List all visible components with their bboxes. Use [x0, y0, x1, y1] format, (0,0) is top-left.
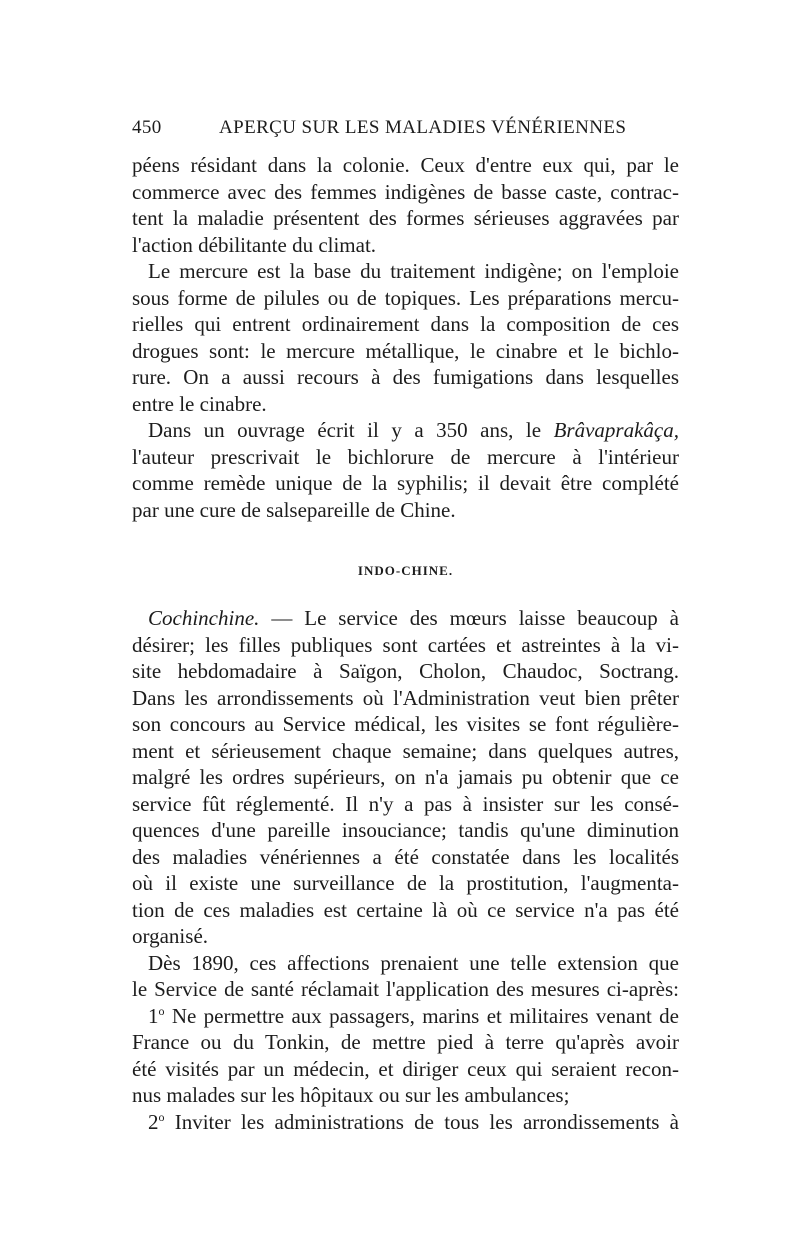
- running-title: APERÇU SUR LES MALADIES VÉNÉRIENNES: [219, 117, 627, 138]
- page-body: [132, 152, 679, 1135]
- place-name: Cochinchine.: [148, 606, 260, 630]
- paragraph-1: [132, 152, 679, 258]
- text-line: où il existe une surveillance de la prostitution, l'augmenta-: [132, 871, 679, 895]
- book-title: Brâvaprakâça,: [553, 418, 679, 442]
- text-line: l'auteur prescrivait le bichlorure de mercure à l'intérieur: [132, 444, 679, 469]
- text-segment: Inviter les administrations de tous les arrondissements à: [164, 1109, 679, 1134]
- text-line: Dès 1890, ces affections prenaient une telle extension que: [148, 950, 679, 975]
- text-line: quences d'une pareille insouciance; tandis qu'une diminution: [132, 818, 679, 842]
- paragraph-2: [132, 258, 679, 417]
- text-line: été visités par un médecin, et diriger ceux qui seraient recon-: [132, 1056, 679, 1081]
- list-item-1: [132, 1003, 679, 1109]
- text-line: commerce avec des femmes indigènes de basse caste, contrac-: [132, 179, 679, 204]
- text-line: péens résidant dans la colonie. Ceux d'entre eux qui, par le: [132, 153, 679, 177]
- text-line: [132, 1003, 679, 1030]
- paragraph-5: [132, 950, 679, 1003]
- paragraph-4: [132, 605, 679, 950]
- text-line: sous forme de pilules ou de topiques. Les préparations mercu-: [132, 285, 679, 310]
- text-line: Dans les arrondissements où l'Administration veut bien prêter: [132, 685, 679, 710]
- text-line: des maladies vénériennes a été constatée dans les localités: [132, 844, 679, 869]
- text-line: drogues sont: le mercure métallique, le cinabre et le bichlo-: [132, 338, 679, 363]
- text-segment: Dans un ouvrage écrit il y a 350 ans, le: [148, 418, 542, 442]
- text-line: [132, 605, 679, 632]
- text-segment: Ne permettre aux passagers, marins et militaires venant de: [164, 1003, 679, 1028]
- text-line: comme remède unique de la syphilis; il devait être complété: [132, 471, 679, 495]
- text-line: Le mercure est la base du traitement indigène; on l'emploie: [148, 259, 679, 283]
- text-line: [132, 417, 679, 444]
- text-line: rure. On a aussi recours à des fumigations dans lesquelles: [132, 365, 679, 389]
- text-line: entre le cinabre.: [132, 391, 267, 416]
- text-line: organisé.: [132, 924, 209, 948]
- running-header: [132, 117, 677, 147]
- text-line: son concours au Service médical, les visites se font régulière-: [132, 712, 679, 736]
- text-line: [132, 1109, 679, 1136]
- text-line: tion de ces maladies est certaine là où ce service n'a pas été: [132, 897, 679, 922]
- text-line: tent la maladie présentent des formes sérieuses aggravées par: [132, 206, 679, 230]
- text-line: service fût réglementé. Il n'y a pas à insister sur les consé-: [132, 791, 679, 816]
- text-line: nus malades sur les hôpitaux ou sur les ambulances;: [132, 1083, 570, 1107]
- text-line: le Service de santé réclamait l'application des mesures ci-après:: [132, 977, 679, 1001]
- text-line: malgré les ordres supérieurs, on n'a jamais pu obtenir que ce: [132, 765, 679, 789]
- list-item-2: [132, 1109, 679, 1136]
- text-line: rielles qui entrent ordinairement dans la composition de ces: [132, 312, 679, 336]
- item-number: 2: [148, 1109, 159, 1134]
- ordinal-mark: o: [158, 1003, 165, 1018]
- paragraph-3: [132, 417, 679, 523]
- text-line: par une cure de salsepareille de Chine.: [132, 497, 456, 522]
- text-segment: — Le service des mœurs laisse beaucoup à: [259, 606, 679, 630]
- item-number: 1: [148, 1003, 159, 1028]
- text-line: France ou du Tonkin, de mettre pied à terre qu'après avoir: [132, 1030, 679, 1054]
- page-number: 450: [132, 117, 162, 138]
- text-line: désirer; les filles publiques sont cartées et astreintes à la vi-: [132, 632, 679, 657]
- text-line: site hebdomadaire à Saïgon, Cholon, Chaudoc, Soctrang.: [132, 659, 679, 683]
- text-line: l'action débilitante du climat.: [132, 232, 377, 257]
- ordinal-mark: o: [158, 1109, 165, 1124]
- section-heading: INDO-CHINE.: [357, 563, 454, 578]
- text-line: ment et sérieusement chaque semaine; dans quelques autres,: [132, 738, 679, 763]
